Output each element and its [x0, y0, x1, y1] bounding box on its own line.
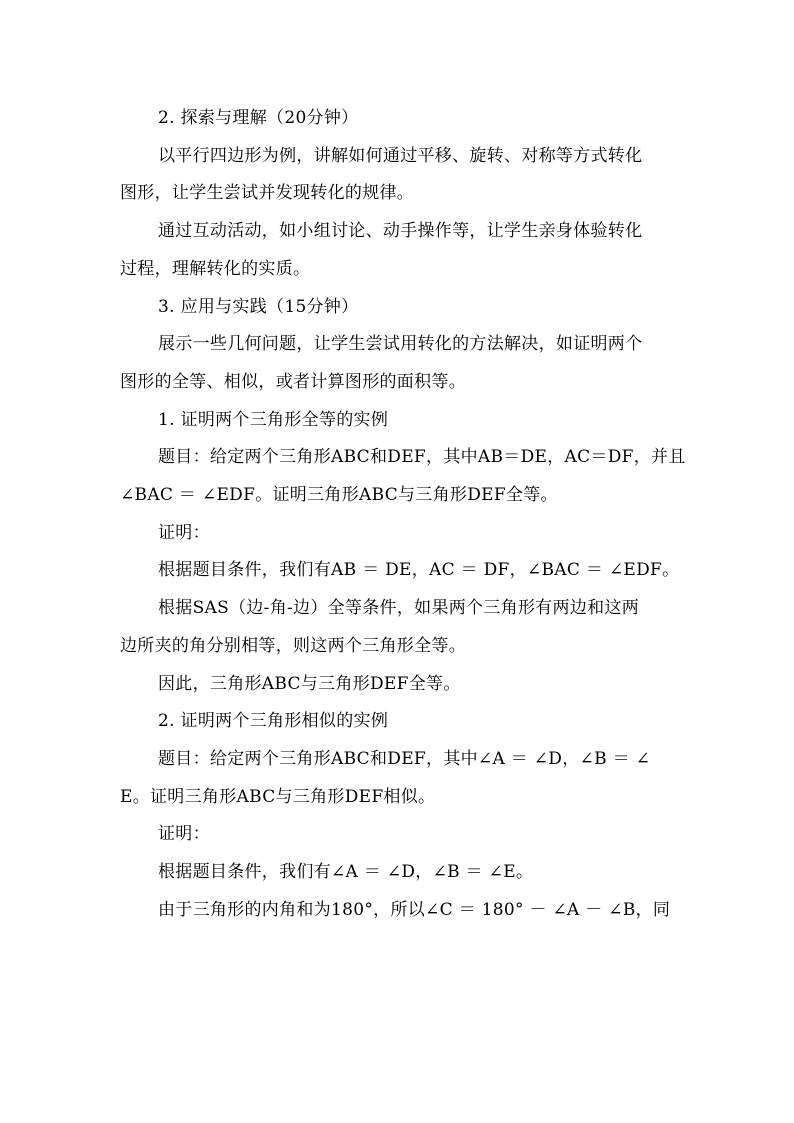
text-line: 题目：给定两个三角形ABC和DEF，其中AB＝DE，AC＝DF，并且: [158, 447, 686, 468]
text-line: 展示一些几何问题，让学生尝试用转化的方法解决，如证明两个: [158, 334, 643, 355]
text-line: 根据题目条件，我们有∠A ＝ ∠D，∠B ＝ ∠E。: [158, 862, 534, 883]
text-line: 根据题目条件，我们有AB ＝ DE，AC ＝ DF，∠BAC ＝ ∠EDF。: [158, 560, 680, 581]
text-line: 图形，让学生尝试并发现转化的规律。: [120, 183, 415, 204]
text-line: 图形的全等、相似，或者计算图形的面积等。: [120, 371, 466, 392]
text-line: 2. 探索与理解（20分钟）: [158, 108, 359, 128]
text-line: 通过互动活动，如小组讨论、动手操作等，让学生亲身体验转化: [158, 221, 643, 242]
text-line: 证明：: [158, 522, 210, 543]
text-line: 因此，三角形ABC与三角形DEF全等。: [158, 673, 461, 694]
text-line: ∠BAC ＝ ∠EDF。证明三角形ABC与三角形DEF全等。: [120, 485, 558, 506]
text-line: E。证明三角形ABC与三角形DEF相似。: [120, 786, 436, 807]
text-line: 3. 应用与实践（15分钟）: [158, 296, 359, 317]
text-line: 由于三角形的内角和为180°，所以∠C ＝ 180° － ∠A － ∠B，同: [158, 899, 671, 920]
text-line: 边所夹的角分别相等，则这两个三角形全等。: [120, 635, 466, 656]
text-line: 题目：给定两个三角形ABC和DEF，其中∠A ＝ ∠D，∠B ＝ ∠: [158, 748, 651, 769]
text-line: 过程，理解转化的实质。: [120, 258, 311, 279]
text-line: 根据SAS（边-角-边）全等条件，如果两个三角形有两边和这两: [158, 598, 640, 619]
text-line: 以平行四边形为例，讲解如何通过平移、旋转、对称等方式转化: [158, 145, 643, 166]
text-line: 1. 证明两个三角形全等的实例: [158, 409, 389, 430]
text-line: 2. 证明两个三角形相似的实例: [158, 711, 389, 732]
text-line: 证明：: [158, 824, 210, 845]
document-body: [120, 100, 686, 929]
